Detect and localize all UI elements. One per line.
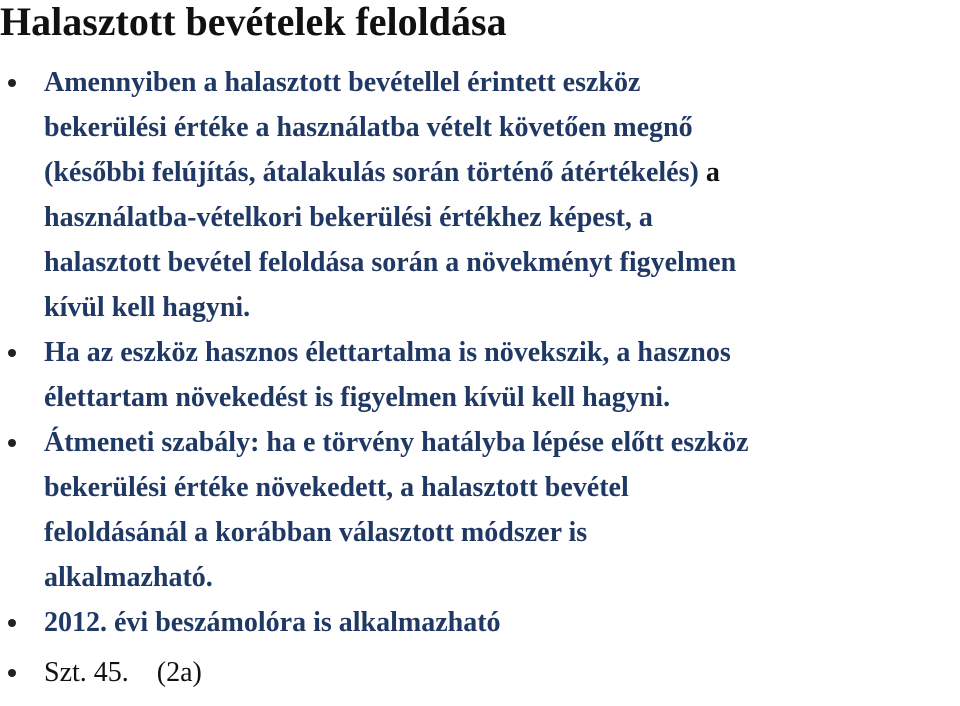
bullet-3-line-1: Átmeneti szabály: ha e törvény hatályba lépése előtt eszköz [44, 427, 749, 458]
bullet-3-line-4: alkalmazható. [44, 562, 213, 593]
bullet-1-line-2: bekerülési értéke a használatba vételt követően megnő [44, 112, 693, 143]
bullet-2-line-2: élettartam növekedést is figyelmen kívül kell hagyni. [44, 382, 671, 413]
bullet-icon [8, 79, 16, 87]
bullet-5-line-1 [44, 656, 202, 690]
bullet-1-line-4: használatba-vételkori bekerülési értékhez képest, a [44, 202, 653, 233]
bullet-2-line-1: Ha az eszköz hasznos élettartalma is növekszik, a hasznos [44, 337, 731, 368]
bullet-3-line-2: bekerülési értéke növekedett, a halasztott bevétel [44, 472, 629, 503]
bullet-1-line-3-text: (későbbi felújítás, átalakulás során történő átértékelés) [44, 157, 699, 188]
bullet-1-line-3 [44, 156, 720, 190]
bullet-icon [8, 349, 16, 357]
bullet-1-line-5: halasztott bevétel feloldása során a növekményt figyelmen [44, 247, 737, 278]
law-reference: Szt. 45. [44, 657, 129, 688]
bullet-3-line-3: feloldásánál a korábban választott módszer is [44, 517, 588, 548]
bullet-icon [8, 619, 16, 627]
law-paragraph: (2a) [156, 657, 202, 688]
bullet-1-line-6: kívül kell hagyni. [44, 292, 251, 323]
bullet-4-line-1: 2012. évi beszámolóra is alkalmazható [44, 607, 501, 638]
bullet-1-line-1: Amennyiben a halasztott bevétellel érintett eszköz [44, 67, 641, 98]
bullet-icon [8, 669, 16, 677]
bullet-1-line-3-tail: a [698, 157, 720, 188]
page-title: Halasztott bevételek feloldása [0, 0, 507, 44]
bullet-icon [8, 439, 16, 447]
